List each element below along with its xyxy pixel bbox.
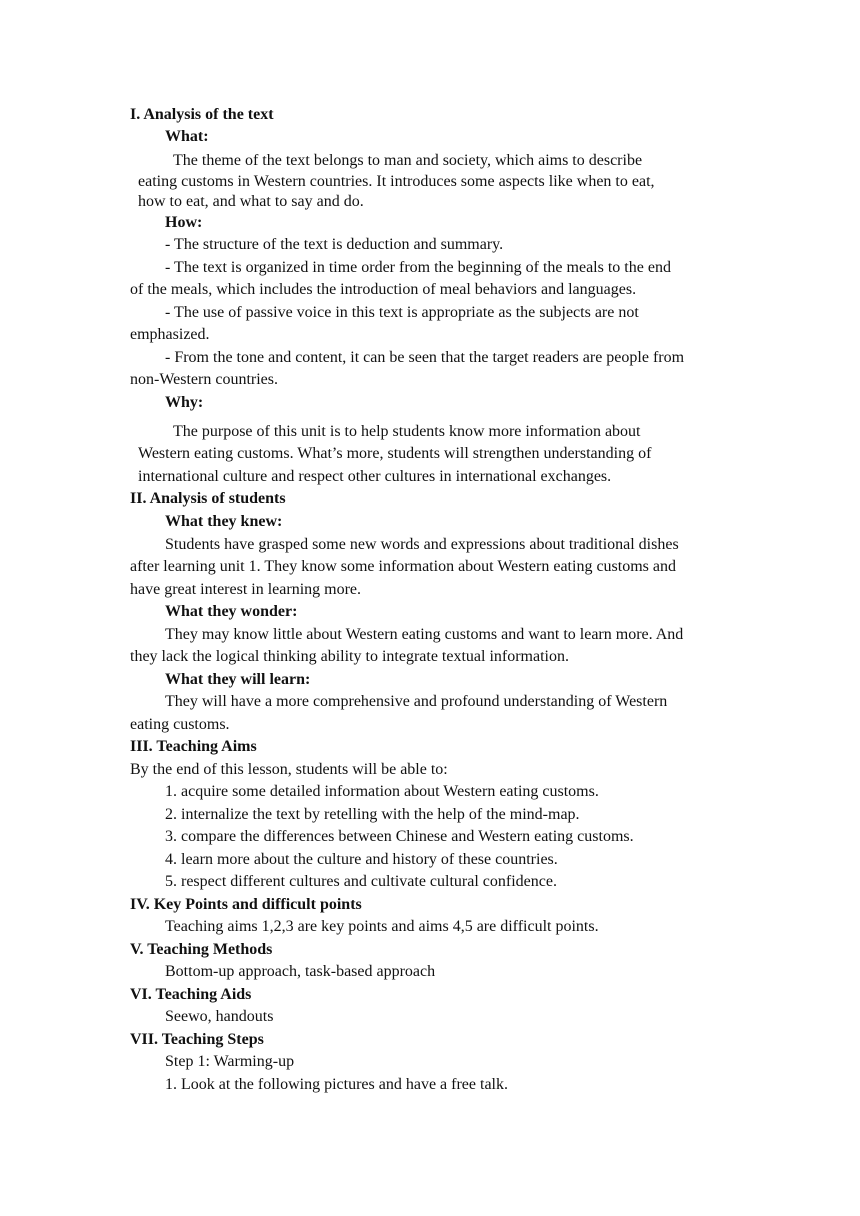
subheading-how: How: (165, 214, 203, 231)
section-heading-analysis-of-students: II. Analysis of students (130, 490, 286, 507)
paragraph-line: they lack the logical thinking ability to integrate textual information. (130, 648, 569, 665)
aim-item: 4. learn more about the culture and history of these countries. (165, 851, 558, 868)
paragraph-line: They may know little about Western eating customs and want to learn more. And (165, 626, 684, 643)
paragraph-line: non-Western countries. (130, 371, 278, 388)
paragraph-line: after learning unit 1. They know some information about Western eating customs and (130, 558, 676, 575)
section-heading-analysis-of-text: I. Analysis of the text (130, 106, 274, 123)
paragraph-line: The theme of the text belongs to man and society, which aims to describe (173, 152, 643, 169)
paragraph-line: of the meals, which includes the introduction of meal behaviors and languages. (130, 281, 637, 298)
paragraph-line: The purpose of this unit is to help students know more information about (173, 423, 641, 440)
teaching-aids-text: Seewo, handouts (165, 1008, 274, 1025)
subheading-why: Why: (165, 394, 204, 411)
section-heading-key-points: IV. Key Points and difficult points (130, 896, 362, 913)
paragraph-line: - The structure of the text is deduction and summary. (165, 236, 504, 253)
aim-item: 3. compare the differences between Chinese and Western eating customs. (165, 828, 634, 845)
subheading-what: What: (165, 128, 209, 145)
section-heading-teaching-steps: VII. Teaching Steps (130, 1031, 264, 1048)
paragraph-line: They will have a more comprehensive and profound understanding of Western (165, 693, 668, 710)
paragraph-line: Students have grasped some new words and expressions about traditional dishes (165, 536, 679, 553)
paragraph-line: eating customs. (130, 716, 230, 733)
paragraph-line: eating customs in Western countries. It introduces some aspects like when to eat, (138, 173, 655, 190)
section-heading-teaching-aims: III. Teaching Aims (130, 738, 257, 755)
paragraph-line: - The text is organized in time order from the beginning of the meals to the end (165, 259, 671, 276)
aims-intro: By the end of this lesson, students will be able to: (130, 761, 448, 778)
aim-item: 1. acquire some detailed information about Western eating customs. (165, 783, 599, 800)
paragraph-line: how to eat, and what to say and do. (138, 193, 364, 210)
key-points-text: Teaching aims 1,2,3 are key points and aims 4,5 are difficult points. (165, 918, 599, 935)
subheading-what-they-wonder: What they wonder: (165, 603, 298, 620)
paragraph-line: emphasized. (130, 326, 210, 343)
teaching-methods-text: Bottom-up approach, task-based approach (165, 963, 436, 980)
paragraph-line: - The use of passive voice in this text is appropriate as the subjects are not (165, 304, 639, 321)
section-heading-teaching-methods: V. Teaching Methods (130, 941, 273, 958)
aim-item: 2. internalize the text by retelling with the help of the mind-map. (165, 806, 580, 823)
step-label: Step 1: Warming-up (165, 1053, 295, 1070)
step-item: 1. Look at the following pictures and have a free talk. (165, 1076, 508, 1093)
paragraph-line: - From the tone and content, it can be seen that the target readers are people from (165, 349, 685, 366)
paragraph-line: international culture and respect other cultures in international exchanges. (138, 468, 612, 485)
paragraph-line: have great interest in learning more. (130, 581, 362, 598)
paragraph-line: Western eating customs. What’s more, students will strengthen understanding of (138, 445, 652, 462)
subheading-what-they-knew: What they knew: (165, 513, 283, 530)
aim-item: 5. respect different cultures and cultivate cultural confidence. (165, 873, 557, 890)
section-heading-teaching-aids: VI. Teaching Aids (130, 986, 252, 1003)
subheading-what-they-will-learn: What they will learn: (165, 671, 311, 688)
